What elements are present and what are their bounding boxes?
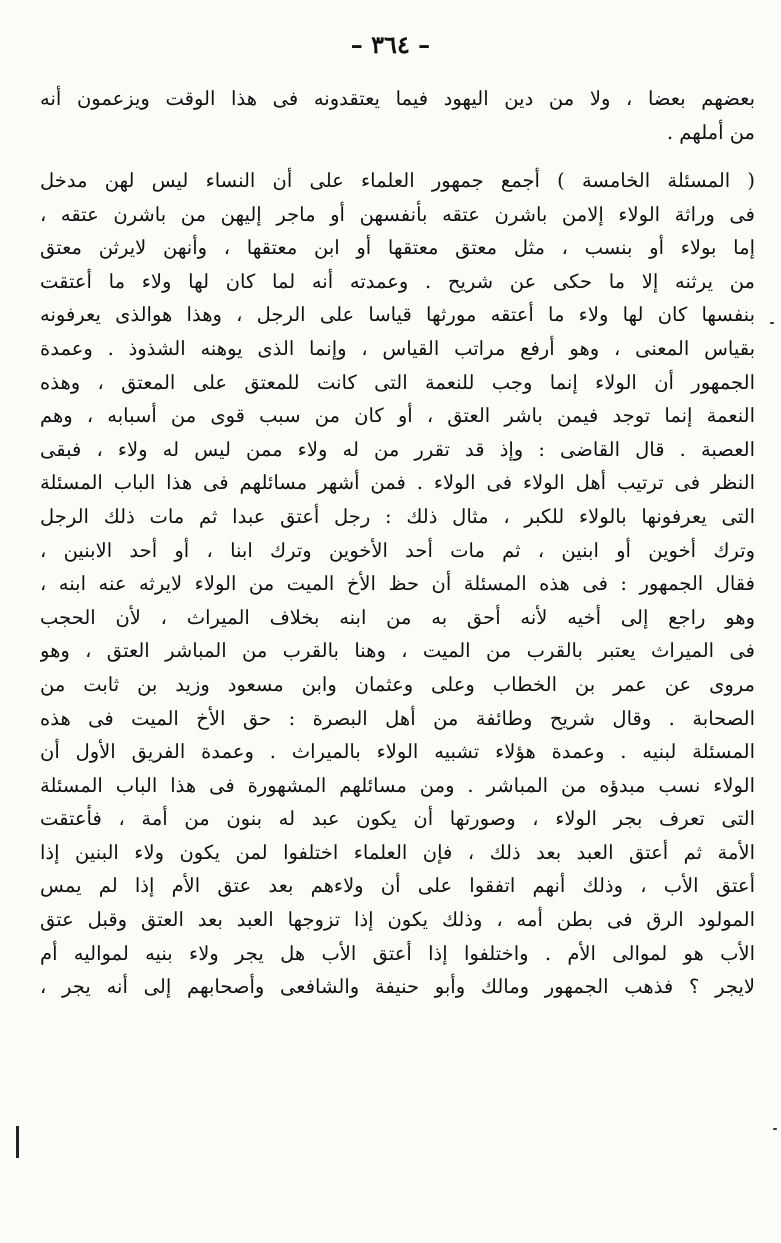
scan-speck (770, 322, 774, 324)
text-line: فقال الجمهور : فى هذه المسئلة أن حظ الأخ الميت من الولاء لايرثه عنه ابنه ، (40, 572, 755, 596)
text-line: بقياس المعنى ، وهو أرفع مراتب القياس ، وإنما الذى يوهنه الشذوذ . وعمدة (40, 336, 755, 360)
paragraph-fifth-issue (40, 164, 755, 1004)
text-line: وهو راجع إلى أخيه لأنه أحق به من ابنه بخلاف الميراث ، لأن الحجب (40, 605, 755, 629)
text-line: إما بولاء أو بنسب ، مثل معتق معتقها أو ابن معتقها ، وأنهن لايرثن معتق (40, 236, 755, 260)
text-line: النعمة إنما توجد فيمن باشر العتق ، أو كان من سبب قوى من أسبابه ، وهم (40, 404, 755, 428)
text-line: المولود الرق فى بطن أمه ، وذلك يكون إذا تزوجها العبد بعد العتق وقبل عتق (40, 908, 755, 932)
text-line: أعتق الأب ، وذلك أنهم اتفقوا على أن ولاءهم بعد عتق الأم إذا لم يمس (40, 874, 755, 898)
text-line: العصبة . قال القاضى : وإذ قد تقرر من له ولاء ممن ليس له ولاء ، فبقى (40, 437, 755, 461)
text-line: لايجر ؟ فذهب الجمهور ومالك وأبو حنيفة والشافعى وأصحابهم إلى أنه يجر ، (40, 975, 755, 999)
text-line: الجمهور أن الولاء إنما وجب للنعمة التى كانت للمعتق على المعتق ، وهذه (40, 370, 755, 394)
text-line: المسئلة لبنيه . وعمدة هؤلاء تشبيه الولاء بالميراث . وعمدة الفريق الأول أن (40, 740, 755, 764)
text-line: من أملهم . (666, 120, 755, 144)
text-line: فى وراثة الولاء إلامن باشرن عتقه بأنفسهن أو ماجر إليهن من باشرن عتقه ، (40, 202, 755, 226)
text-line: ( المسئلة الخامسة ) أجمع جمهور العلماء على أن النساء ليس لهن مدخل (40, 169, 755, 192)
text-line: التى تعرف بجر الولاء ، وصورتها أن يكون عبد له بنون من أمة ، فأعتقت (40, 807, 755, 831)
text-line: وترك أخوين أو ابنين ، ثم مات أحد الأخوين وترك ابنا ، أو أحد الابنين ، (40, 538, 755, 562)
text-line: التى يعرفونها بالولاء للكبر ، مثال ذلك : رجل أعتق عبدا ثم مات ذلك الرجل (40, 504, 755, 528)
text-line: مروى عن عمر بن الخطاب وعلى وعثمان وابن مسعود وزيد بن ثابت من (40, 672, 755, 696)
page-number: – ٣٦٤ – (350, 30, 431, 59)
text-line: الأمة ثم أعتق العبد بعد ذلك ، فإن العلماء اختلفوا لمن يكون ولاء البنين إذا (40, 840, 755, 864)
text-line: الصحابة . وقال شريح وطائفة من أهل البصرة : حق الأخ الميت فى هذه (40, 706, 755, 730)
text-line: الأب هو لموالى الأم . واختلفوا إذا أعتق الأب هل يجر ولاء بنيه لمواليه أم (40, 941, 755, 965)
scan-speck (773, 1128, 777, 1130)
text-line: فى الميراث يعتبر بالقرب من الميت ، وهنا بالقرب من المباشر العتق ، وهو (40, 639, 755, 663)
margin-bar-mark (16, 1126, 19, 1158)
paragraph-continuation (40, 82, 755, 149)
text-line: النظر فى ترتيب أهل الولاء فى الولاء . فمن أشهر مسائلهم فى هذا الباب المسئلة (40, 471, 755, 495)
text-line: من يرثنه إلا ما حكى عن شريح . وعمدته أنه لما كان لها ولاء ما أعتقت (40, 269, 755, 293)
text-line: بعضهم بعضا ، ولا من دين اليهود فيما يعتقدونه فى هذا الوقت ويزعمون أنه (40, 87, 755, 110)
text-line: الولاء نسب مبدؤه من المباشر . ومن مسائلهم المشهورة فى هذا الباب المسئلة (40, 773, 755, 797)
text-line: بنفسها كان لها ولاء ما أعتقه مورثها قياسا على الرجل ، وهذا هوالذى يعرفونه (40, 303, 755, 327)
